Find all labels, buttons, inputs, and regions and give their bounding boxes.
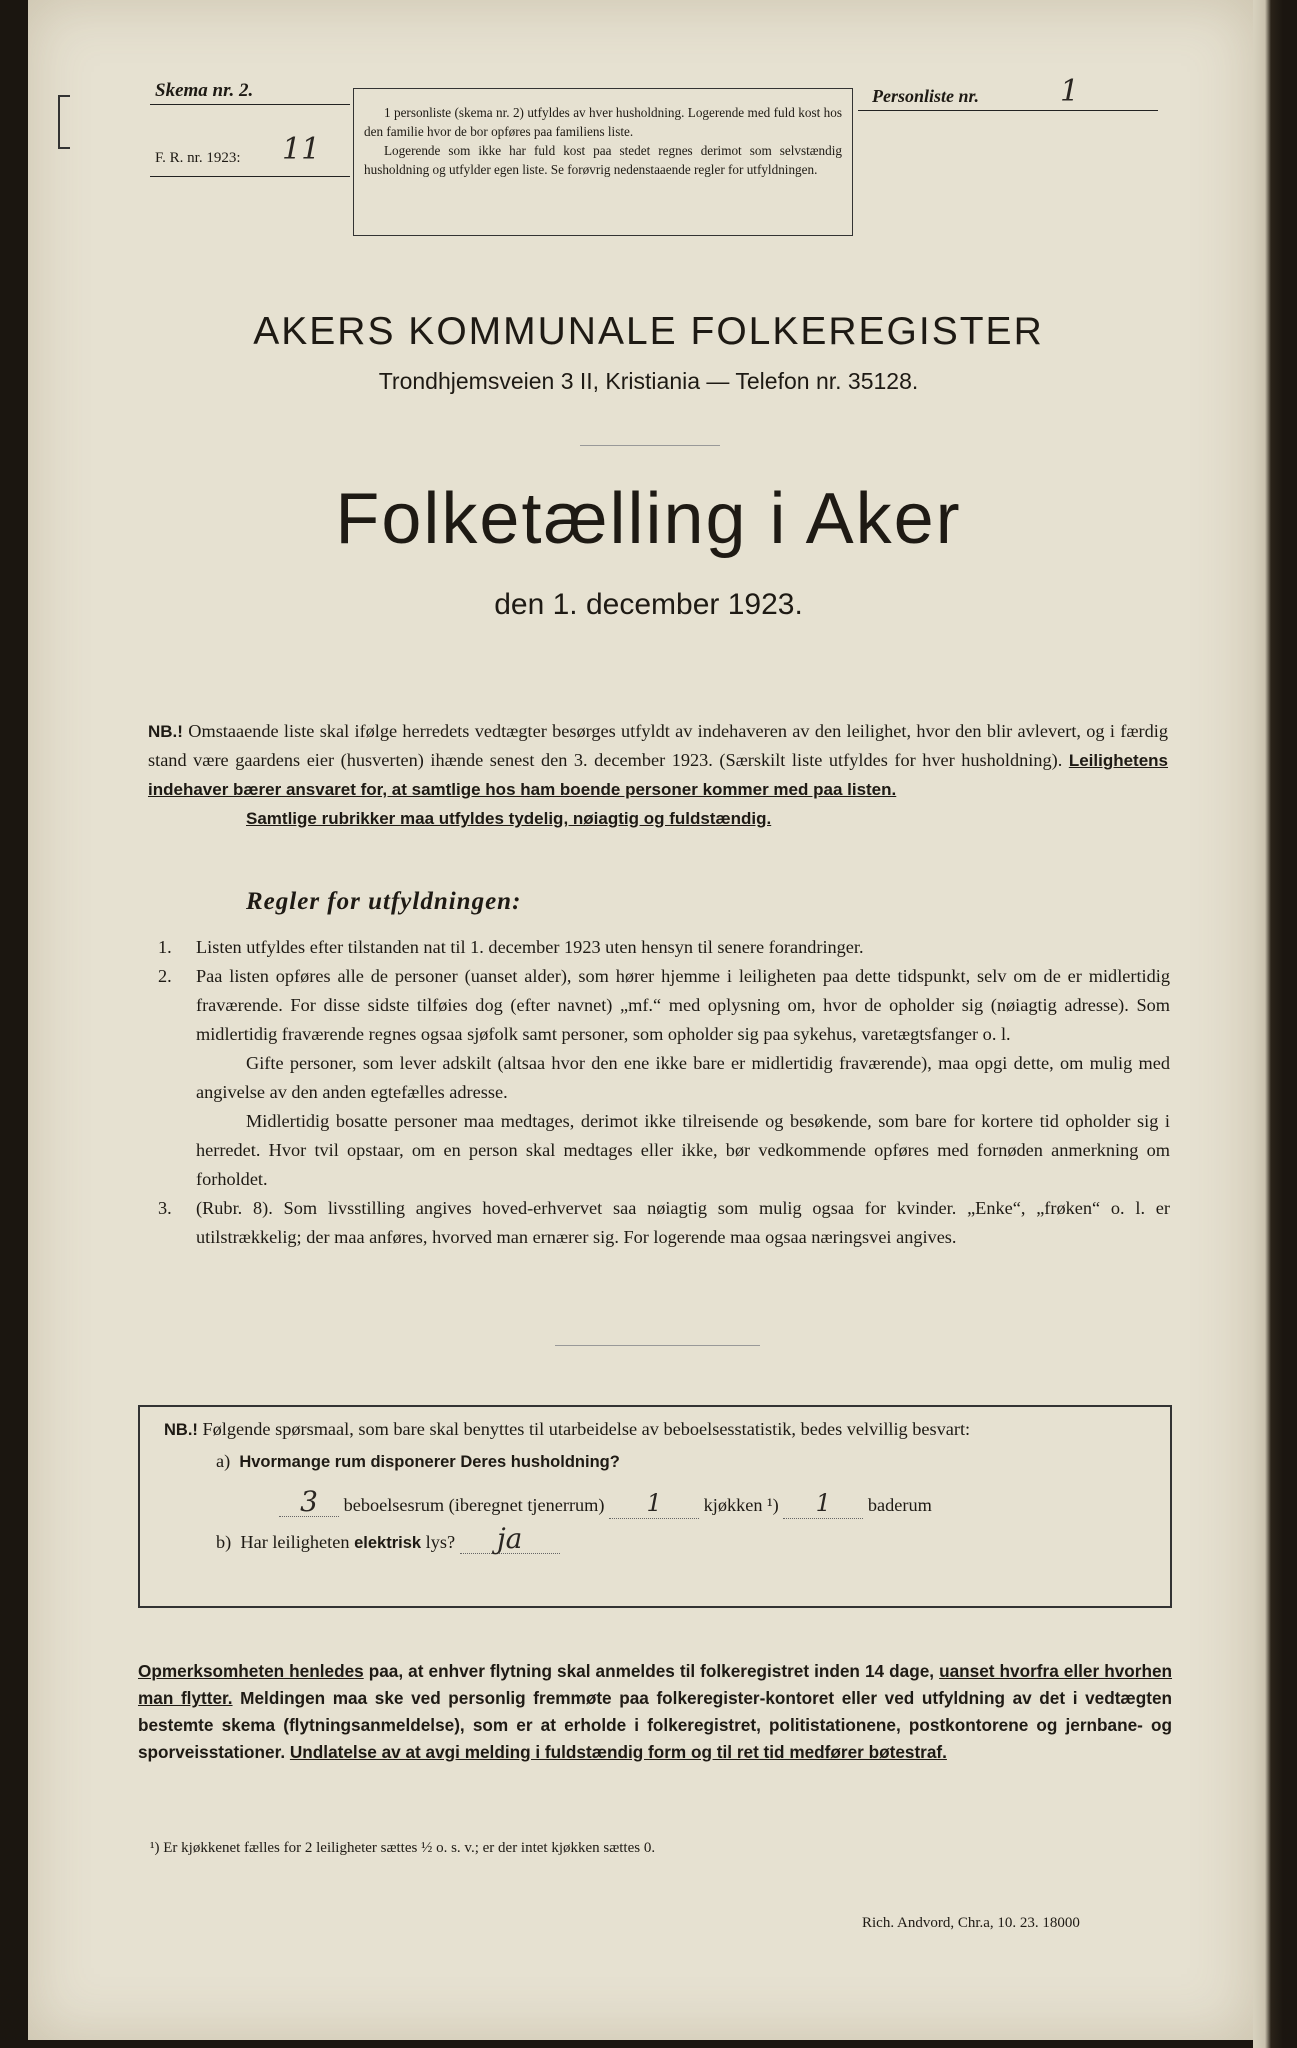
rule-text: Paa listen opføres alle de personer (uanset alder), som hører hjemme i leiligheten paa dette tidspunkt, selv om de er midlertidig fraværende. For disse sidste tilføies dog (efter navnet) „mf.“ med oplysning om, hvor de opholder sig (nøiagtig adresse). Som midlertidig fraværende regnes ogsaa sjøfolk samt personer, som opholder sig paa sykehus, varetægtsfanger o. l. xyxy=(196,966,1170,1044)
moving-notice-text: Meldingen maa ske ved personlig fremmøte paa folkeregister-kontoret eller ved utfyldning av det i vedtægten bestemte skema (flytningsanmeldelse), som er at erholde i folkeregistret, politistationene, postkontorene og jernbane- og sporveisstationer. xyxy=(138,1688,1172,1762)
question-a: Hvormange rum disponerer Deres husholdning? xyxy=(239,1453,620,1471)
moving-notice-penalty: Undlatelse av at avgi melding i fuldstændig form og til ret tid medfører bøtestraf. xyxy=(289,1742,947,1762)
rooms-label: beboelsesrum (iberegnet tjenerrum) xyxy=(343,1495,605,1515)
nb2-lead: NB.! xyxy=(164,1421,198,1439)
moving-notice xyxy=(138,1658,1172,1766)
moving-notice-text: uanset hvorfra eller hvorhen man flytter. xyxy=(138,1661,1173,1708)
question-a-label: a) xyxy=(216,1451,231,1471)
nb2-intro: Følgende spørsmaal, som bare skal benyttes til utarbeidelse av beboelsesstatistik, bedes velvillig besvart: xyxy=(202,1419,971,1439)
question-b-text: Har leiligheten elektrisk lys? xyxy=(240,1532,456,1552)
rule-number: 1. xyxy=(158,937,172,957)
rule-text: (Rubr. 8). Som livsstilling angives hoved-erhvervet saa nøiagtig som mulig ogsaa for kvinder. „Enke“, „frøken“ o. l. er utilstrækkelig; der maa anføres, hvorved man ernærer sig. For logerende maa ogsaa næringsvei angives. xyxy=(196,1198,1170,1247)
page-title: Folketælling i Aker xyxy=(335,479,962,559)
personliste-handwritten-value: 1 xyxy=(1060,74,1080,109)
fr-label: F. R. nr. 1923: xyxy=(155,150,241,166)
rule-number: 3. xyxy=(158,1198,172,1218)
bath-value: 1 xyxy=(783,1489,863,1519)
rule-2 xyxy=(158,962,1170,1194)
skema-label: Skema nr. 2. xyxy=(155,80,254,101)
fr-handwritten-value: 11 xyxy=(282,132,321,167)
rule-text: Midlertidig bosatte personer maa medtages, derimot ikke tilreisende og besøkende, som bare for kortere tid opholder sig i herredet. Hvor tvil opstaar, om en person skal medtages eller ikke, bør vedkommende opføres med fornøden anmerkning om forholdet. xyxy=(196,1111,1170,1189)
register-heading: AKERS KOMMUNALE FOLKEREGISTER xyxy=(253,310,1044,353)
divider xyxy=(555,1345,760,1346)
skema-underline xyxy=(150,104,350,105)
nb-text-2: Leilighetens indehaver bærer ansvaret for, at samtlige hos ham boende personer kommer med paa listen. xyxy=(148,751,1169,799)
rule-text: Listen utfyldes efter tilstanden nat til 1. december 1923 uten hensyn til senere forandringer. xyxy=(196,937,864,957)
register-address: Trondhjemsveien 3 II, Kristiania — Telefon nr. 35128. xyxy=(378,368,919,394)
census-date: den 1. december 1923. xyxy=(494,588,803,621)
electric-light-value: ja xyxy=(460,1524,560,1554)
instruction-box xyxy=(353,88,853,236)
moving-notice-lead: Opmerksomheten henledes xyxy=(138,1661,364,1681)
instruction-box-text-1: 1 personliste (skema nr. 2) utfyldes av hver husholdning. Logerende med fuld kost hos den familie hvor de bor opføres paa familiens liste. xyxy=(364,105,842,139)
bath-label: baderum xyxy=(867,1495,932,1515)
housing-statistics-box xyxy=(138,1405,1172,1608)
corner-bracket xyxy=(58,95,70,149)
nb-notice xyxy=(148,717,1168,833)
nb-text-1: Omstaaende liste skal ifølge herredets vedtægter besørges utfyldt av indehaveren av den leilighet, hvor den blir avlevert, og i færdig stand være gaardens eier (husverten) ihænde senest den 3. december 1923. (Særskilt liste utfyldes for hver husholdning). xyxy=(148,721,1168,770)
rules-list xyxy=(158,933,1170,1252)
kitchen-value: 1 xyxy=(609,1489,699,1519)
rooms-value: 3 xyxy=(279,1487,339,1517)
personliste-label: Personliste nr. xyxy=(872,86,980,106)
page-edge xyxy=(1253,0,1283,2048)
nb-text-3: Samtlige rubrikker maa utfyldes tydelig, nøiagtig og fuldstændig. xyxy=(246,809,772,828)
printer-imprint: Rich. Andvord, Chr.a, 10. 23. 18000 xyxy=(862,1915,1080,1931)
rule-text: Gifte personer, som lever adskilt (altsaa hvor den ene ikke bare er midlertidig fraværende), maa opgi dette, om mulig med angivelse av den anden egtefælles adresse. xyxy=(196,1053,1170,1102)
moving-notice-text: paa, at enhver flytning skal anmeldes til folkeregistret inden 14 dage, xyxy=(368,1661,935,1681)
nb-lead: NB.! xyxy=(148,722,183,741)
divider xyxy=(580,445,720,446)
rule-3 xyxy=(158,1194,1170,1252)
fr-underline xyxy=(150,176,350,177)
rule-number: 2. xyxy=(158,966,172,986)
instruction-box-text-2: Logerende som ikke har fuld kost paa stedet regnes derimot som selvstændig husholdning og utfylder egen liste. Se forøvrig nedenstaaende regler for utfyldningen. xyxy=(364,143,842,177)
footnote: ¹) Er kjøkkenet fælles for 2 leiligheter sættes ½ o. s. v.; er der intet kjøkken sættes 0. xyxy=(150,1840,656,1856)
rules-heading: Regler for utfyldningen: xyxy=(246,888,522,915)
kitchen-label: kjøkken ¹) xyxy=(703,1495,779,1515)
personliste-underline xyxy=(858,110,1158,111)
rule-1 xyxy=(158,933,1170,962)
question-b-label: b) xyxy=(216,1532,232,1552)
